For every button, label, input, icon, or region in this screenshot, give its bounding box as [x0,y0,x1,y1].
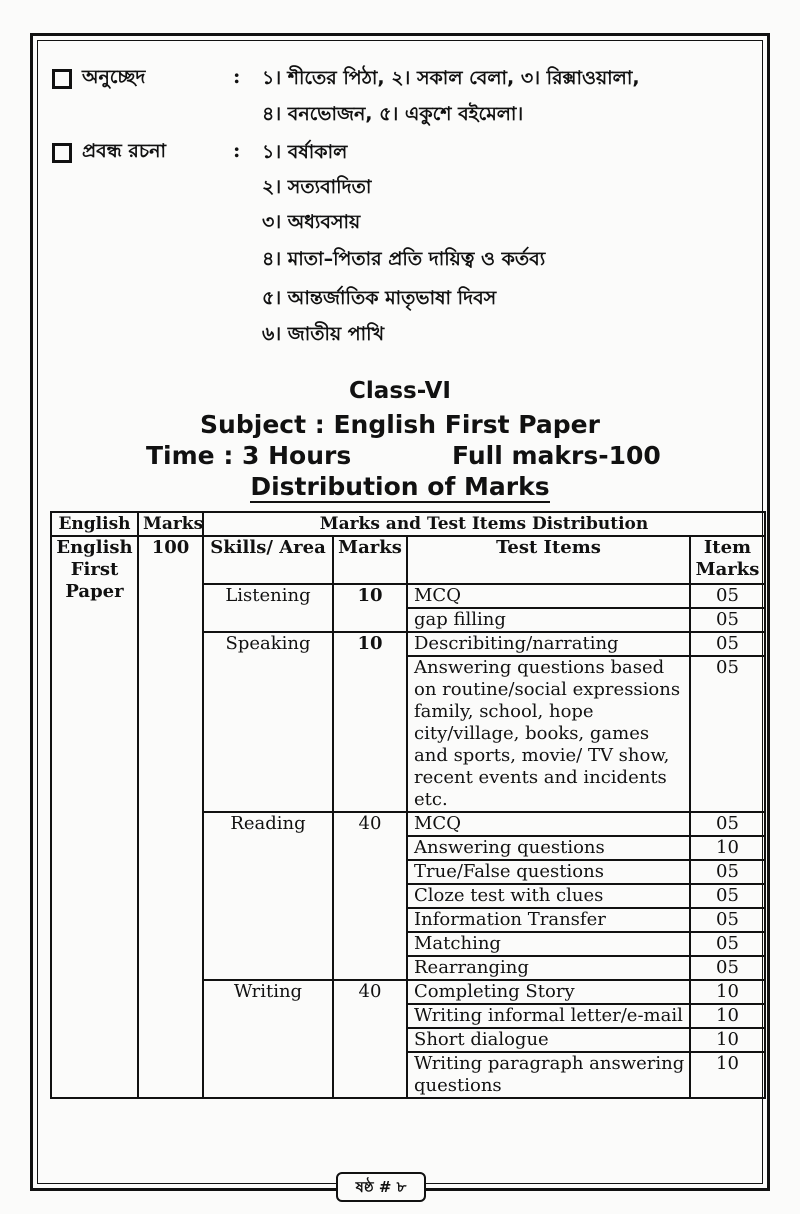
item-marks-cell: 10 [690,1004,765,1028]
test-item-cell: Information Transfer [407,908,690,932]
paragraph-colon: : [233,64,241,88]
essay-item: ২। সত্যবাদিতা [262,176,372,198]
checkbox-icon [52,143,72,163]
essay-item: ৩। অধ্যবসায় [262,211,361,233]
area-marks-cell: 10 [333,632,407,812]
test-item-cell: Rearranging [407,956,690,980]
class-title: Class-VI [349,378,451,404]
subheader-marks: Marks [333,536,407,584]
essay-heading [52,137,166,169]
item-marks-cell: 05 [690,812,765,836]
item-marks-cell: 05 [690,932,765,956]
subject-title: Subject : English First Paper [200,410,600,439]
test-item-cell: Writing informal letter/e-mail [407,1004,690,1028]
test-item-cell: Writing paragraph answering questions [407,1052,690,1098]
checkbox-icon [52,69,72,89]
table-header-row [51,512,765,536]
test-item-cell: Matching [407,932,690,956]
item-marks-cell: 05 [690,608,765,632]
paper-marks-cell: 100 [138,536,203,1098]
test-item-cell: True/False questions [407,860,690,884]
essay-colon: : [233,138,241,162]
area-cell: Reading [203,812,333,980]
subheader-item-marks: Item Marks [690,536,765,584]
area-marks-cell: 10 [333,584,407,632]
test-item-cell: Answering questions [407,836,690,860]
paragraph-topics-line-1: ১। শীতের পিঠা, ২। সকাল বেলা, ৩। রিক্সাওয়ালা, [262,67,640,89]
essay-item: ৬। জাতীয় পাখি [262,323,385,345]
item-marks-cell: 05 [690,632,765,656]
item-marks-cell: 10 [690,1028,765,1052]
test-item-cell: MCQ [407,812,690,836]
area-cell: Speaking [203,632,333,812]
distribution-title: Distribution of Marks [250,472,550,501]
paper-name-cell: English First Paper [51,536,138,1098]
item-marks-cell: 05 [690,584,765,608]
subheader-test-items: Test Items [407,536,690,584]
page-number-label: ষষ্ঠ # ৮ [336,1172,426,1202]
test-item-cell: Short dialogue [407,1028,690,1052]
essay-item: ১। বর্ষাকাল [262,141,348,163]
test-item-cell: Completing Story [407,980,690,1004]
area-marks-cell: 40 [333,812,407,980]
test-item-cell: Describiting/narrating [407,632,690,656]
paragraph-topics-line-2: ৪। বনভোজন, ৫। একুশে বইমেলা। [262,103,524,125]
item-marks-cell: 05 [690,908,765,932]
item-marks-cell: 05 [690,956,765,980]
item-marks-cell: 10 [690,836,765,860]
test-item-cell: MCQ [407,584,690,608]
item-marks-cell: 05 [690,656,765,812]
header-english: English [51,512,138,536]
paragraph-label: অনুচ্ছেদ [82,66,146,88]
marks-distribution-table [50,511,766,1099]
paragraph-heading [52,63,145,95]
header-marks: Marks [138,512,203,536]
subheader-skills: Skills/ Area [203,536,333,584]
header-distribution: Marks and Test Items Distribution [203,512,765,536]
full-marks-text: Full makrs-100 [452,441,661,470]
area-cell: Listening [203,584,333,632]
essay-item: ৫। আন্তর্জাতিক মাতৃভাষা দিবস [262,287,497,309]
test-item-cell: Answering questions based on routine/social expressions family, school, hope city/village, books, games and sports, movie/ TV show, recent events and incidents etc. [407,656,690,812]
test-item-cell: gap filling [407,608,690,632]
item-marks-cell: 05 [690,860,765,884]
table-row [51,536,765,584]
item-marks-cell: 10 [690,1052,765,1098]
test-item-cell: Cloze test with clues [407,884,690,908]
essay-item: ৪। মাতা–পিতার প্রতি দায়িত্ব ও কর্তব্য [262,248,546,270]
item-marks-cell: 05 [690,884,765,908]
time-text: Time : 3 Hours [146,441,352,470]
area-marks-cell: 40 [333,980,407,1098]
essay-label: প্রবন্ধ রচনা [82,140,166,162]
area-cell: Writing [203,980,333,1098]
item-marks-cell: 10 [690,980,765,1004]
